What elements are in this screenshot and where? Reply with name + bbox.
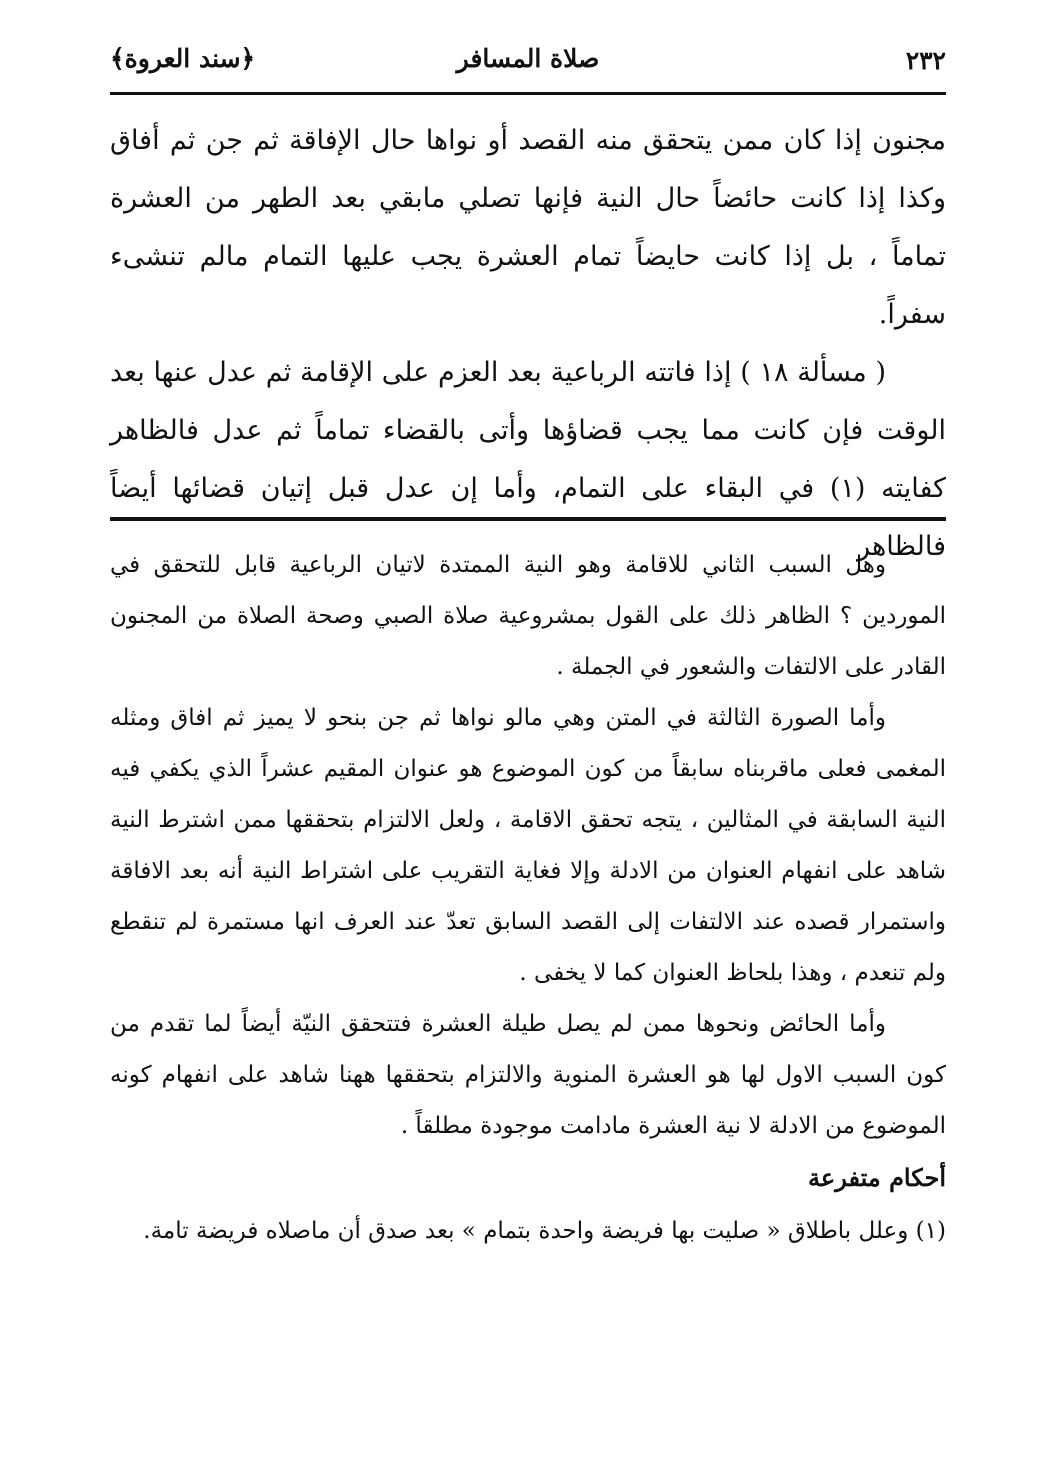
commentary-paragraph: وأما الحائض ونحوها ممن لم يصل طيلة العشرة فتتحقق النيّة أيضاً لما تقدم من كون السبب الاول لها هو العشرة المنوية والالتزام بتحققها ههنا شاهد على انفهام كونه الموضوع من الادلة لا نية العشرة مادامت موجودة مطلقاً . bbox=[110, 1011, 946, 1139]
main-text bbox=[110, 112, 946, 576]
text-commentary-divider bbox=[110, 517, 946, 521]
commentary bbox=[110, 540, 946, 1257]
book-title: ﴿سند العروة﴾ bbox=[110, 44, 256, 73]
commentary-paragraph: وهل السبب الثاني للاقامة وهو النية الممتدة لاتيان الرباعية قابل للتحقق في الموردين ؟ الظاهر ذلك على القول بمشروعية صلاة الصبي وصحة الصلاة من المجنون القادر على الالتفات والشعور في الجملة . bbox=[110, 552, 946, 680]
page-number: ٢٣٢ bbox=[905, 46, 946, 75]
main-paragraph: ( مسألة ١٨ ) إذا فاتته الرباعية بعد العزم على الإقامة ثم عدل عنها بعد الوقت فإن كانت مما يجب قضاؤها وأتى بالقضاء تماماً ثم عدل فالظاهر كفايته (١) في البقاء على التمام، وأما إن عدل قبل إتيان قضائها أيضاً فالظاهر bbox=[110, 357, 947, 562]
footnote: (١) وعلل باطلاق « صليت بها فريضة واحدة بتمام » بعد صدق أن ماصلاه فريضة تامة. bbox=[143, 1218, 946, 1244]
page-header bbox=[110, 40, 946, 90]
commentary-paragraph: وأما الصورة الثالثة في المتن وهي مالو نواها ثم جن بنحو لا يميز ثم افاق ومثله المغمى فعلى ماقربناه سابقاً من كون الموضوع هو عنوان المقيم عشراً الذي يكفي فيه النية السابقة في المثالين ، يتجه تحقق الاقامة ، ولعل الالتزام بتحققها ممن اشترط النية شاهد على انفهام العنوان من الادلة وإلا فغاية التقريب على اشتراط النية أنه بعد الافاقة واستمرار قصده عند الالتفات إلى القصد السابق تعدّ عند العرف انها مستمرة لم تنقطع ولم تنعدم ، وهذا بلحاظ العنوان كما لا يخفى . bbox=[110, 705, 946, 986]
main-paragraph: مجنون إذا كان ممن يتحقق منه القصد أو نواها حال الإفاقة ثم جن ثم أفاق وكذا إذا كانت حائضاً حال النية فإنها تصلي مابقي بعد الطهر من العشرة تماماً ، بل إذا كانت حايضاً تمام العشرة يجب عليها التمام مالم تنشىء سفراً. bbox=[110, 125, 946, 330]
chapter-title: صلاة المسافر bbox=[456, 44, 600, 73]
header-divider bbox=[110, 92, 946, 95]
section-heading: أحكام متفرعة bbox=[808, 1163, 946, 1192]
